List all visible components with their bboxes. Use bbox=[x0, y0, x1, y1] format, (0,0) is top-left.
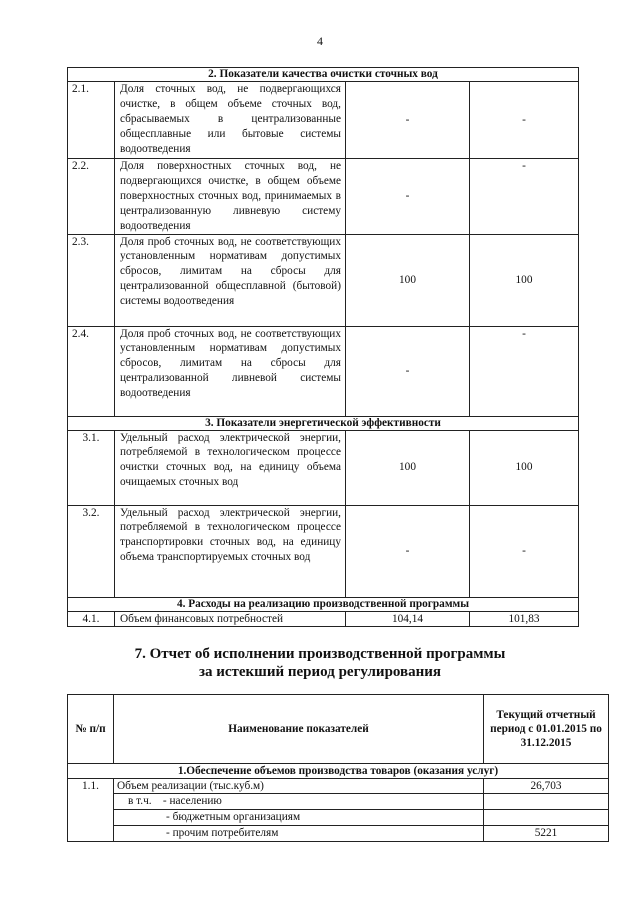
row-value bbox=[484, 810, 609, 826]
row-text: Доля проб сточных вод, не соответствующих установленным нормативам допустимых сбросов, лимитам на сбросы для централизованной ливневой системы водоотведения bbox=[115, 326, 346, 416]
row-number: 1.1. bbox=[68, 779, 114, 842]
table-row bbox=[68, 326, 579, 416]
header-row bbox=[68, 695, 609, 764]
row-text bbox=[114, 794, 484, 810]
table-row bbox=[68, 611, 579, 627]
table-row bbox=[68, 505, 579, 597]
row-text: Удельный расход электрической энергии, потребляемой в технологическом процессе очистки сточных вод, на единицу объема очищаемых сточных вод bbox=[115, 430, 346, 505]
row-text: Доля сточных вод, не подвергающихся очистке, в общем объеме сточных вод, сбрасываемых в централизованные общесплавные или бытовые системы водоотведения bbox=[115, 82, 346, 159]
header-name: Наименование показателей bbox=[114, 695, 484, 764]
page-number: 4 bbox=[317, 34, 323, 48]
table-row bbox=[68, 810, 609, 826]
header-num: № п/п bbox=[68, 695, 114, 764]
section-title: 3. Показатели энергетической эффективности bbox=[68, 416, 579, 430]
section-header-row bbox=[68, 764, 609, 779]
row-prefix: в т.ч. bbox=[128, 795, 152, 807]
section-title: 1.Обеспечение объемов производства товаров (оказания услуг) bbox=[68, 764, 609, 779]
row-text: Объем финансовых потребностей bbox=[115, 611, 346, 627]
row-number: 4.1. bbox=[68, 611, 115, 627]
row-value: 5221 bbox=[484, 826, 609, 842]
section-header-row bbox=[68, 416, 579, 430]
row-value-1: 104,14 bbox=[346, 611, 470, 627]
row-text: Доля проб сточных вод, не соответствующих установленным нормативам допустимых сбросов, лимитам на сбросы для централизованной общесплавной (бытовой) системы водоотведения bbox=[115, 234, 346, 326]
section-title: 4. Расходы на реализацию производственной программы bbox=[68, 597, 579, 611]
table-row bbox=[68, 826, 609, 842]
table-row bbox=[68, 82, 579, 159]
section-title: 2. Показатели качества очистки сточных вод bbox=[68, 68, 579, 82]
heading-line-2: за истекший период регулирования bbox=[198, 664, 442, 680]
row-text: Доля поверхностных сточных вод, не подвергающихся очистке, в общем объеме поверхностных сточных вод, принимаемых в централизованную ливневую систему водоотведения bbox=[115, 159, 346, 235]
row-label: - населению bbox=[162, 795, 222, 807]
row-value-2: - bbox=[470, 505, 579, 597]
table-row bbox=[68, 430, 579, 505]
row-value-2: 100 bbox=[470, 234, 579, 326]
row-number: 2.3. bbox=[68, 234, 115, 326]
row-text: - бюджетным организациям bbox=[114, 810, 484, 826]
table-row bbox=[68, 159, 579, 235]
row-value-1: - bbox=[346, 326, 470, 416]
row-number: 2.4. bbox=[68, 326, 115, 416]
section-7-heading bbox=[0, 645, 640, 681]
row-value: 26,703 bbox=[484, 779, 609, 794]
row-text: Удельный расход электрической энергии, потребляемой в технологическом процессе транспортировки сточных вод, на единицу объема транспортируемых сточных вод bbox=[115, 505, 346, 597]
row-value-1: - bbox=[346, 82, 470, 159]
section-header-row bbox=[68, 68, 579, 82]
row-number: 2.1. bbox=[68, 82, 115, 159]
row-value-1: - bbox=[346, 505, 470, 597]
table-row bbox=[68, 794, 609, 810]
row-value-2: - bbox=[470, 159, 579, 235]
row-value bbox=[484, 794, 609, 810]
row-value-2: - bbox=[470, 82, 579, 159]
row-text: Объем реализации (тыс.куб.м) bbox=[114, 779, 484, 794]
indicators-table bbox=[67, 67, 579, 627]
table-row bbox=[68, 779, 609, 794]
report-table bbox=[67, 694, 609, 842]
row-value-1: 100 bbox=[346, 430, 470, 505]
row-value-1: 100 bbox=[346, 234, 470, 326]
row-value-1: - bbox=[346, 159, 470, 235]
row-text: - прочим потребителям bbox=[114, 826, 484, 842]
row-value-2: 100 bbox=[470, 430, 579, 505]
row-number: 3.2. bbox=[68, 505, 115, 597]
row-number: 3.1. bbox=[68, 430, 115, 505]
section-header-row bbox=[68, 597, 579, 611]
heading-line-1: 7. Отчет об исполнении производственной программы bbox=[134, 646, 506, 662]
header-period: Текущий отчетный период с 01.01.2015 по 31.12.2015 bbox=[484, 695, 609, 764]
row-number: 2.2. bbox=[68, 159, 115, 235]
table-row bbox=[68, 234, 579, 326]
row-value-2: 101,83 bbox=[470, 611, 579, 627]
row-value-2: - bbox=[470, 326, 579, 416]
